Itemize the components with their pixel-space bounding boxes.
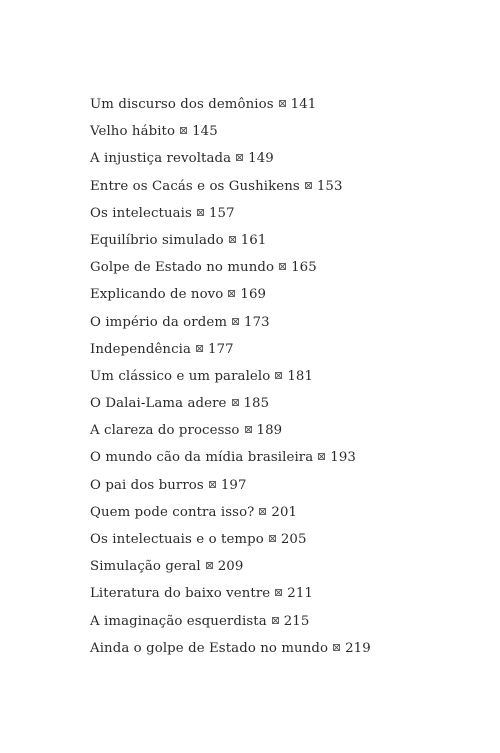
- toc-entry-page: 201: [271, 504, 298, 520]
- toc-entry-page: 153: [316, 178, 343, 194]
- toc-entry: [90, 390, 470, 417]
- toc-entry-page: 157: [208, 205, 235, 221]
- toc-entry: [90, 281, 470, 308]
- ornament-cross-icon: [232, 318, 239, 325]
- ornament-cross-icon: [228, 290, 235, 297]
- toc-entry-title: O mundo cão da mídia brasileira: [90, 450, 314, 466]
- toc-entry: [90, 173, 470, 200]
- toc-entry-title: Ainda o golpe de Estado no mundo: [90, 640, 329, 656]
- toc-entry-page: 219: [345, 640, 371, 656]
- toc-entry: [90, 608, 470, 635]
- ornament-cross-icon: [236, 154, 243, 161]
- ornament-cross-icon: [269, 535, 276, 542]
- toc-entry-page: 215: [283, 613, 310, 629]
- ornament-cross-icon: [209, 481, 216, 488]
- toc-entry: [90, 118, 470, 145]
- ornament-cross-icon: [333, 644, 340, 651]
- toc-entry-title: Literatura do baixo ventre: [90, 586, 271, 602]
- ornament-cross-icon: [180, 127, 187, 134]
- ornament-cross-icon: [279, 263, 286, 270]
- ornament-cross-icon: [259, 508, 266, 515]
- toc-entry: [90, 553, 470, 580]
- toc-entry-title: A imaginação esquerdista: [90, 613, 267, 629]
- ornament-cross-icon: [197, 209, 204, 216]
- toc-entry: [90, 526, 470, 553]
- ornament-cross-icon: [279, 100, 286, 107]
- toc-entry: [90, 580, 470, 607]
- toc-entry-page: 211: [287, 586, 313, 602]
- ornament-cross-icon: [245, 426, 252, 433]
- toc-entry-page: 149: [248, 151, 274, 167]
- ornament-cross-icon: [232, 399, 239, 406]
- toc-entry-page: 161: [240, 232, 267, 248]
- toc-entry-page: 209: [217, 559, 244, 575]
- toc-entry: [90, 363, 470, 390]
- toc-entry-page: 181: [287, 368, 314, 384]
- toc-entry-title: Um clássico e um paralelo: [90, 368, 271, 384]
- toc-entry-title: O pai dos burros: [90, 477, 204, 493]
- toc-entry-title: Equilíbrio simulado: [90, 232, 224, 248]
- toc-entry: [90, 254, 470, 281]
- toc-entry: [90, 91, 470, 118]
- toc-entry-page: 177: [208, 341, 234, 357]
- ornament-cross-icon: [206, 562, 213, 569]
- toc-entry: [90, 309, 470, 336]
- toc-entry-title: A injustiça revoltada: [90, 151, 232, 167]
- toc-entry-title: Um discurso dos demônios: [90, 97, 274, 112]
- toc-entry: [90, 472, 470, 499]
- ornament-cross-icon: [275, 589, 282, 596]
- toc-entry: [90, 336, 470, 363]
- toc-entry-title: Os intelectuais e o tempo: [90, 532, 264, 547]
- toc-entry-title: A clareza do processo: [90, 423, 240, 439]
- toc-entry-title: Entre os Cacás e os Gushikens: [90, 178, 300, 194]
- toc-entry: [90, 227, 470, 254]
- toc-entry: [90, 200, 470, 227]
- toc-entry-title: Golpe de Estado no mundo: [90, 260, 275, 276]
- toc-entry-title: O Dalai-Lama adere: [90, 396, 227, 412]
- toc-entry-title: Os intelectuais: [90, 205, 192, 221]
- ornament-cross-icon: [272, 617, 279, 624]
- toc-entry-page: 205: [280, 532, 307, 547]
- ornament-cross-icon: [229, 236, 236, 243]
- toc-entry-page: 173: [244, 314, 270, 330]
- toc-entry-page: 165: [291, 260, 317, 276]
- toc-entry: [90, 444, 470, 471]
- toc-entry: [90, 635, 470, 662]
- toc-entry-title: Velho hábito: [90, 124, 176, 140]
- toc-entry-title: Simulação geral: [90, 559, 201, 575]
- toc-entry-page: 193: [330, 450, 356, 466]
- toc-entry-page: 141: [290, 97, 317, 112]
- ornament-cross-icon: [196, 345, 203, 352]
- toc-entry-page: 185: [243, 396, 270, 412]
- toc-entry-title: Independência: [90, 341, 192, 357]
- toc-entry: [90, 499, 470, 526]
- toc-entry-title: Explicando de novo: [90, 287, 224, 303]
- toc-entry-title: O império da ordem: [90, 314, 228, 330]
- toc-entry: [90, 417, 470, 444]
- toc-entry-title: Quem pode contra isso?: [90, 504, 255, 520]
- toc-entry-page: 145: [192, 124, 218, 140]
- table-of-contents: [90, 91, 470, 662]
- toc-entry-page: 197: [220, 477, 247, 493]
- toc-entry-page: 189: [256, 423, 283, 439]
- ornament-cross-icon: [305, 182, 312, 189]
- toc-entry-page: 169: [240, 287, 267, 303]
- toc-entry: [90, 145, 470, 172]
- ornament-cross-icon: [275, 372, 282, 379]
- ornament-cross-icon: [318, 453, 325, 460]
